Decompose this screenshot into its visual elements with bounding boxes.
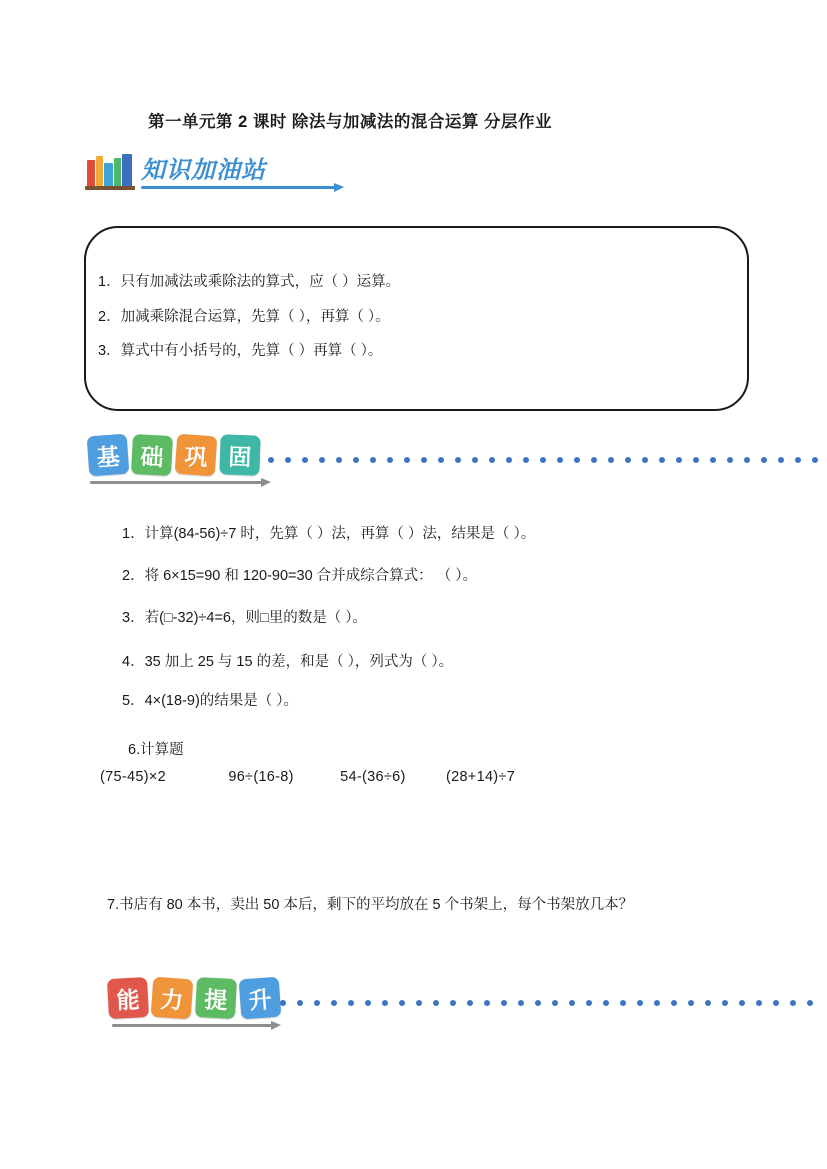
knowledge-item-2: 2．加减乘除混合运算，先算（ ），再算（ ）。 xyxy=(98,309,390,325)
knowledge-box xyxy=(84,226,749,411)
rule-dot xyxy=(506,457,512,463)
question-5: 5．4×(18-9)的结果是（ ）。 xyxy=(122,693,299,709)
expression-2: 96÷(16-8) xyxy=(228,769,294,785)
basic-tile-2: 础 xyxy=(131,434,173,476)
rule-dot xyxy=(416,1000,422,1006)
rule-dot xyxy=(399,1000,405,1006)
rule-dot xyxy=(484,1000,490,1006)
rule-dot xyxy=(404,457,410,463)
basic-underline xyxy=(90,481,262,484)
expression-1: (75-45)×2 xyxy=(100,769,166,785)
basic-tiles xyxy=(88,435,260,475)
rule-dot xyxy=(642,457,648,463)
knowledge-item-1: 1．只有加减法或乘除法的算式，应（ ）运算。 xyxy=(98,274,401,290)
rule-dot xyxy=(710,457,716,463)
rule-dot xyxy=(501,1000,507,1006)
rule-dot xyxy=(705,1000,711,1006)
basic-dot-rule xyxy=(268,457,818,463)
question-4: 4．35 加上 25 与 15 的差，和是（ ），列式为（ ）。 xyxy=(122,654,454,670)
rule-dot xyxy=(557,457,563,463)
ability-tile-4: 升 xyxy=(239,977,282,1020)
rule-dot xyxy=(285,457,291,463)
ability-tile-3: 提 xyxy=(195,977,237,1019)
rule-dot xyxy=(693,457,699,463)
rule-dot xyxy=(574,457,580,463)
rule-dot xyxy=(268,457,274,463)
section-header-knowledge xyxy=(85,148,345,192)
rule-dot xyxy=(688,1000,694,1006)
expression-4: (28+14)÷7 xyxy=(445,769,516,785)
rule-dot xyxy=(280,1000,286,1006)
rule-dot xyxy=(761,457,767,463)
rule-dot xyxy=(608,457,614,463)
ability-tiles xyxy=(108,978,280,1018)
rule-dot xyxy=(455,457,461,463)
rule-dot xyxy=(739,1000,745,1006)
rule-dot xyxy=(450,1000,456,1006)
rule-dot xyxy=(319,457,325,463)
question-6: 6.计算题 xyxy=(128,742,184,758)
rule-dot xyxy=(756,1000,762,1006)
section-underline-knowledge xyxy=(141,186,335,189)
rule-dot xyxy=(421,457,427,463)
rule-dot xyxy=(336,457,342,463)
rule-dot xyxy=(586,1000,592,1006)
rule-dot xyxy=(314,1000,320,1006)
section-header-basic xyxy=(88,435,748,495)
rule-dot xyxy=(625,457,631,463)
rule-dot xyxy=(676,457,682,463)
rule-dot xyxy=(370,457,376,463)
section-title-knowledge: 知识加油站 xyxy=(141,157,266,184)
question-1: 1．计算(84-56)÷7 时，先算（ ）法，再算（ ）法，结果是（ ）。 xyxy=(122,526,536,542)
ability-tile-1: 能 xyxy=(107,977,149,1019)
question-3: 3．若(□-32)÷4=6，则□里的数是（ ）。 xyxy=(122,610,368,626)
ability-tile-2: 力 xyxy=(151,977,194,1020)
rule-dot xyxy=(591,457,597,463)
question-2: 2．将 6×15=90 和 120-90=30 合并成综合算式： （ ）。 xyxy=(122,568,477,584)
rule-dot xyxy=(387,457,393,463)
rule-dot xyxy=(523,457,529,463)
books-icon xyxy=(85,152,139,190)
rule-dot xyxy=(671,1000,677,1006)
rule-dot xyxy=(302,457,308,463)
ability-dot-rule xyxy=(280,1000,813,1006)
rule-dot xyxy=(331,1000,337,1006)
basic-tile-1: 基 xyxy=(87,434,130,477)
ability-underline xyxy=(112,1024,272,1027)
section-header-ability xyxy=(108,978,748,1038)
rule-dot xyxy=(382,1000,388,1006)
rule-dot xyxy=(790,1000,796,1006)
rule-dot xyxy=(518,1000,524,1006)
rule-dot xyxy=(489,457,495,463)
knowledge-item-3: 3．算式中有小括号的，先算（ ）再算（ ）。 xyxy=(98,343,383,359)
rule-dot xyxy=(773,1000,779,1006)
basic-tile-4: 固 xyxy=(219,434,260,475)
question-7: 7.书店有 80 本书，卖出 50 本后，剩下的平均放在 5 个书架上，每个书架放几本？ xyxy=(107,897,634,913)
page-title: 第一单元第 2 课时 除法与加减法的混合运算 分层作业 xyxy=(148,113,553,131)
rule-dot xyxy=(467,1000,473,1006)
rule-dot xyxy=(535,1000,541,1006)
rule-dot xyxy=(353,457,359,463)
rule-dot xyxy=(348,1000,354,1006)
rule-dot xyxy=(365,1000,371,1006)
rule-dot xyxy=(722,1000,728,1006)
rule-dot xyxy=(433,1000,439,1006)
rule-dot xyxy=(778,457,784,463)
rule-dot xyxy=(659,457,665,463)
rule-dot xyxy=(540,457,546,463)
rule-dot xyxy=(620,1000,626,1006)
rule-dot xyxy=(812,457,818,463)
basic-tile-3: 巩 xyxy=(175,434,218,477)
rule-dot xyxy=(637,1000,643,1006)
rule-dot xyxy=(744,457,750,463)
rule-dot xyxy=(569,1000,575,1006)
rule-dot xyxy=(807,1000,813,1006)
rule-dot xyxy=(727,457,733,463)
rule-dot xyxy=(472,457,478,463)
rule-dot xyxy=(795,457,801,463)
rule-dot xyxy=(438,457,444,463)
expression-3: 54-(36÷6) xyxy=(340,769,406,785)
compute-expressions xyxy=(100,769,515,785)
rule-dot xyxy=(552,1000,558,1006)
rule-dot xyxy=(654,1000,660,1006)
rule-dot xyxy=(297,1000,303,1006)
rule-dot xyxy=(603,1000,609,1006)
